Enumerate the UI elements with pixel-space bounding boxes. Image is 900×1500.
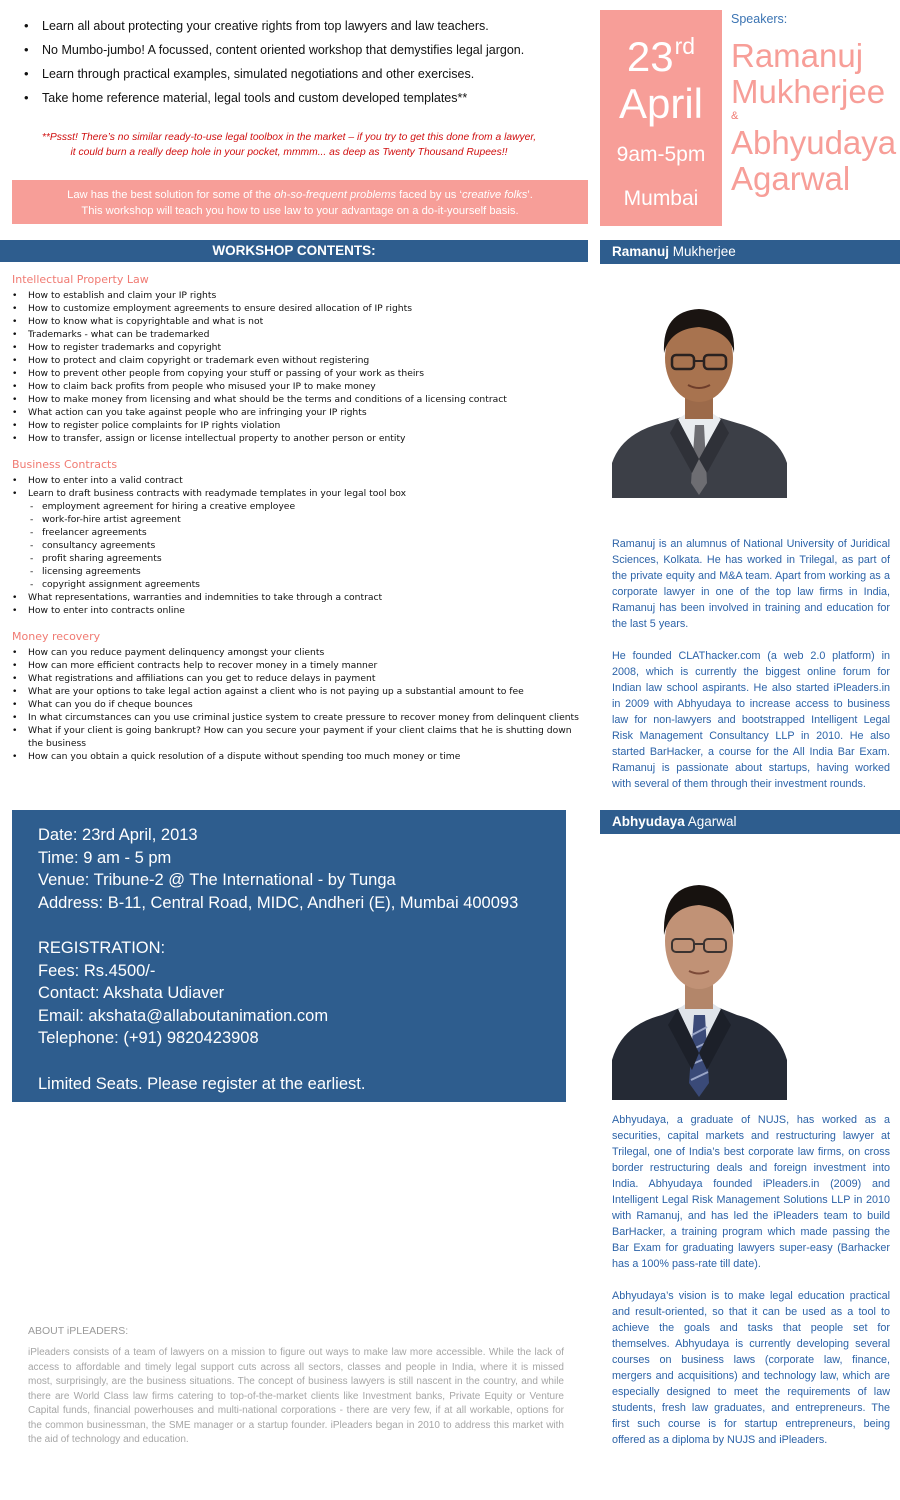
speaker-2-portrait xyxy=(612,855,787,1100)
list-subitem: - copyright assignment agreements xyxy=(12,578,582,591)
list-item: • How to enter into a valid contract xyxy=(12,474,582,487)
info-venue: Venue: Tribune-2 @ The International - by Tunga xyxy=(38,871,396,890)
info-date: Date: 23rd April, 2013 xyxy=(38,826,198,844)
speaker-1-photo xyxy=(612,283,787,498)
speakers-label: Speakers: xyxy=(731,12,788,26)
speakers-ampersand: & xyxy=(731,110,739,122)
bio-paragraph: Ramanuj is an alumnus of National University of Juridical Sciences, Kolkata. He has worked in Trilegal, as part of the private equity and M&A team. Apart from working as a corporate lawyer in one of the top law firms in India, Ramanuj has been involved in training and education for the last 5 years. xyxy=(612,538,890,630)
tagline-text: Law has the best solution for some of the xyxy=(67,189,275,201)
speaker-2-first: Abhyudaya xyxy=(731,124,897,161)
about-text: iPleaders consists of a team of lawyers on a mission to figure out ways to make law more accessible. While the lack of access to affordable and timely legal support cuts across all sectors, classes and people in India, where it is missed most, surprisingly, are the business situations. The concept of business lawyers is still nascent in the country, and while there are World Class law firms catering to top-of-the-market clients like Investment banks, Private Equity or Venture Capital funds, financial powerhouses and multi-national corporations - there are very few, if at all workable, options for the common businessman, the SME manager or a startup founder. iPleaders began in 2010 to address this market with the aid of technology and education. xyxy=(28,1347,564,1445)
info-email[interactable]: Email: akshata@allaboutanimation.com xyxy=(38,1006,329,1025)
info-fees: Fees: Rs.4500/- xyxy=(38,961,156,980)
tagline-line-1 xyxy=(12,187,588,203)
tagline-emphasis: creative folks xyxy=(462,189,528,201)
list-item: • How can more efficient contracts help to recover money in a timely manner xyxy=(12,659,582,672)
bio-paragraph: Abhyudaya, a graduate of NUJS, has worked as a securities, capital markets and restructuring lawyer at Trilegal, one of India’s best corporate law firms, on cross border restructuring deals and foreign investment into India. Abhyudaya founded iPleaders.in (2009) and Intelligent Legal Risk Management Solutions LLP in 2010 with Ramanuj, and has led the iPleaders team to build BarHacker, a training program which made passing the Bar Exam for graduating lawyers super-easy (Barhacker has a 100% pass-rate till date). xyxy=(612,1114,890,1270)
speaker-1-first: Ramanuj xyxy=(731,37,864,74)
list-item: • In what circumstances can you use criminal justice system to create pressure to recover money from delinquent clients xyxy=(12,711,582,724)
recovery-section-title: Money recovery xyxy=(12,630,101,643)
tagline-text: faced by us ‘ xyxy=(396,189,462,201)
list-item: • Learn to draft business contracts with readymade templates in your legal tool box xyxy=(12,487,582,500)
info-spacer xyxy=(38,914,566,937)
list-item: • How to register trademarks and copyright xyxy=(12,341,582,354)
list-item: • How to enter into contracts online xyxy=(12,604,582,617)
list-item: • How to transfer, assign or license intellectual property to another person or entity xyxy=(12,432,582,445)
list-item: • How can you reduce payment delinquency amongst your clients xyxy=(12,646,582,659)
info-address: Address: B-11, Central Road, MIDC, Andheri (E), Mumbai 400093 xyxy=(38,893,519,912)
tagline-emphasis: oh-so-frequent problems xyxy=(274,189,397,201)
tagline-text: ’. xyxy=(527,189,533,201)
bio-paragraph: He founded CLAThacker.com (a web 2.0 platform) in 2008, which is currently the biggest online forum for Indian law school aspirants. He also started iPleaders.in in 2009 with Abhyudaya to increase access to business law for non-lawyers and bootstrapped Intelligent Legal Risk Management Consultancy LLP in 2010. He also started BarHacker, a course for the All India Bar Exam. Ramanuj is passionate about startups, having worked with several of them through their investment rounds. xyxy=(612,650,890,790)
speaker-2-photo xyxy=(612,855,787,1100)
list-item: • What action can you take against people who are infringing your IP rights xyxy=(12,406,582,419)
list-item: • How can you obtain a quick resolution of a dispute without spending too much money or time xyxy=(12,750,582,763)
intro-bullet: • Learn all about protecting your creative rights from top lawyers and law teachers. xyxy=(24,14,584,38)
recovery-topic-list xyxy=(12,646,582,763)
info-registration: REGISTRATION: xyxy=(38,938,166,957)
tagline-band xyxy=(12,180,588,224)
speaker-2-last: Agarwal xyxy=(731,160,851,197)
speaker-1-bar xyxy=(600,240,900,264)
list-item: • How to establish and claim your IP rights xyxy=(12,289,582,302)
list-item: • How to protect and claim copyright or trademark even without registering xyxy=(12,354,582,367)
info-telephone: Telephone: (+91) 9820423908 xyxy=(38,1029,259,1048)
list-item: • How to customize employment agreements to ensure desired allocation of IP rights xyxy=(12,302,582,315)
speaker-1-bio xyxy=(612,536,890,792)
intro-bullet: • Learn through practical examples, simulated negotiations and other exercises. xyxy=(24,62,584,86)
speaker-2-name xyxy=(731,125,896,197)
event-day-number: 23 xyxy=(626,33,674,80)
list-item: • How to prevent other people from copying your stuff or passing of your work as theirs xyxy=(12,367,582,380)
speaker-1-last: Mukherjee xyxy=(731,73,886,110)
price-note-line: **Pssst! There’s no similar ready-to-use legal toolbox in the market – if you try to get this done from a lawyer, xyxy=(41,132,537,143)
tagline-line-2: This workshop will teach you how to use law to your advantage on a do-it-yourself basis. xyxy=(81,205,519,217)
list-item: • How to make money from licensing and what should be the terms and conditions of a licensing contract xyxy=(12,393,582,406)
speaker-2-bar-last: Agarwal xyxy=(684,814,737,829)
contracts-section-title: Business Contracts xyxy=(12,458,118,471)
ip-section-title: Intellectual Property Law xyxy=(12,273,149,286)
ip-topic-list xyxy=(12,289,582,445)
list-item: • How to claim back profits from people who misused your IP to make money xyxy=(12,380,582,393)
list-item: • What registrations and affiliations can you get to reduce delays in payment xyxy=(12,672,582,685)
speaker-1-portrait xyxy=(612,283,787,498)
intro-bullet: • Take home reference material, legal tools and custom developed templates** xyxy=(24,86,584,110)
list-item: • Trademarks - what can be trademarked xyxy=(12,328,582,341)
list-item: • How to know what is copyrightable and what is not xyxy=(12,315,582,328)
info-seats: Limited Seats. Please register at the earliest. xyxy=(38,1074,366,1093)
intro-bullet: • No Mumbo-jumbo! A focussed, content oriented workshop that demystifies legal jargon. xyxy=(24,38,584,62)
event-month: April xyxy=(618,80,704,127)
about-title: ABOUT iPLEADERS: xyxy=(28,1325,129,1337)
list-item: • What if your client is going bankrupt? How can you secure your payment if your client claims that he is shutting down the business xyxy=(12,724,582,750)
bio-paragraph: Abhyudaya’s vision is to make legal education practical and result-oriented, so that it can be used as a tool to achieve the goals and tasks that people set for themselves. Abhyudaya is currently developing several courses on business laws (corporate law, finance, mergers and acquisitions) and technology law, which are especially designed to meet the requirements of law students, fresh law graduates, and entrepreneurs. The first such course is for startup entrepreneurs, being offered as a diploma by NUJS and iPleaders. xyxy=(612,1290,890,1446)
price-note xyxy=(16,130,562,160)
speaker-2-bar xyxy=(600,810,900,834)
info-contact: Contact: Akshata Udiaver xyxy=(38,984,225,1003)
speaker-1-name xyxy=(731,38,885,110)
list-item: • What are your options to take legal action against a client who is not paying up a substantial amount to fee xyxy=(12,685,582,698)
intro-highlights xyxy=(24,14,584,110)
event-city: Mumbai xyxy=(623,187,699,210)
contracts-topic-list xyxy=(12,474,582,617)
list-item: • What representations, warranties and indemnities to take through a contract xyxy=(12,591,582,604)
list-subitem: - licensing agreements xyxy=(12,565,582,578)
speaker-2-bio xyxy=(612,1112,890,1448)
workshop-contents xyxy=(12,272,582,763)
price-note-line: it could burn a really deep hole in your pocket, mmmm... as deep as Twenty Thousand Rupees!! xyxy=(70,147,508,158)
list-subitem: - profit sharing agreements xyxy=(12,552,582,565)
list-subitem: - employment agreement for hiring a creative employee xyxy=(12,500,582,513)
speaker-1-bar-first: Ramanuj xyxy=(612,244,670,259)
event-info-box xyxy=(12,810,566,1102)
speaker-2-bar-first: Abhyudaya xyxy=(612,814,685,829)
event-day-suffix: rd xyxy=(674,33,696,59)
list-item: • How to register police complaints for IP rights violation xyxy=(12,419,582,432)
info-spacer xyxy=(38,1050,566,1073)
workshop-contents-heading: WORKSHOP CONTENTS: xyxy=(0,240,588,262)
list-item: • What can you do if cheque bounces xyxy=(12,698,582,711)
event-date-card xyxy=(600,10,722,226)
list-subitem: - work-for-hire artist agreement xyxy=(12,513,582,526)
info-time: Time: 9 am - 5 pm xyxy=(38,848,172,867)
list-subitem: - freelancer agreements xyxy=(12,526,582,539)
event-day xyxy=(600,24,722,79)
event-time: 9am-5pm xyxy=(616,143,706,166)
speaker-1-bar-last: Mukherjee xyxy=(669,244,736,259)
list-subitem: - consultancy agreements xyxy=(12,539,582,552)
